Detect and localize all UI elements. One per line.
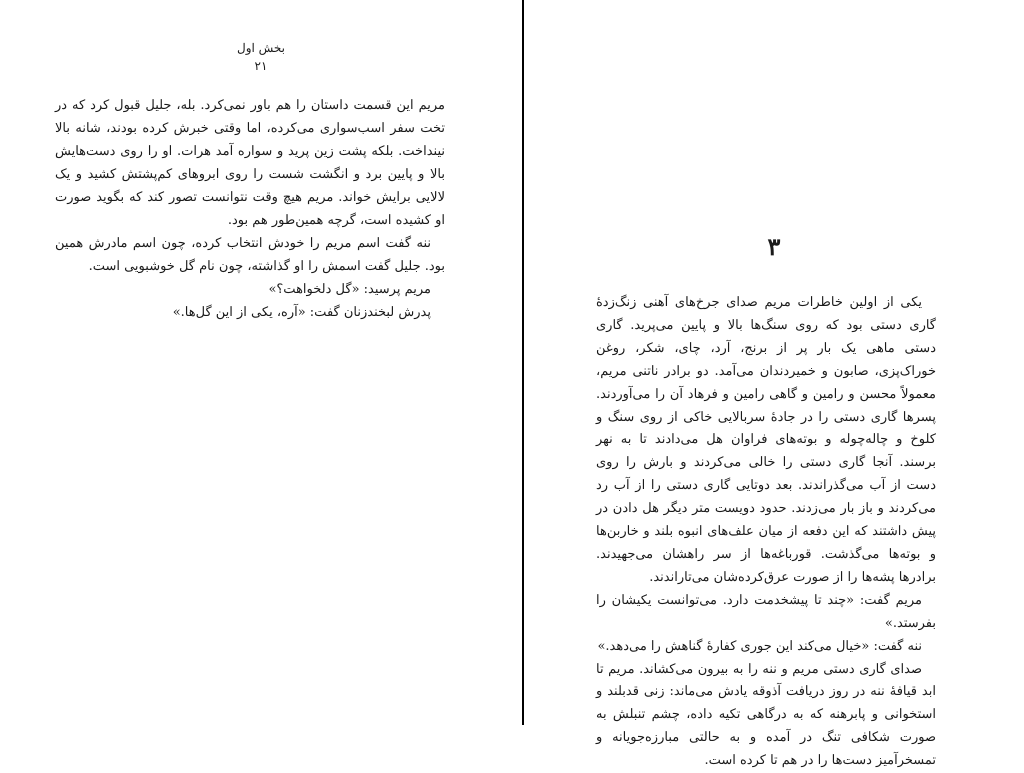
paragraph: یکی از اولین خاطرات مریم صدای جرخ‌های آهنی زنگ‌زدهٔ گاری دستی بود که روی سنگ‌ها بالا و پایین می‌پرید. گاری دستی ماهی یک بار پر از برنج، آرد، چای، شکر، روغن خوراک‌پزی، صابون و خمیردندان می‌آمد. دو برادر ناتنی مریم، معمولاً محسن و رامین و گاهی رامین و فرهاد آن را می‌آوردند. پسرها گاری دستی را در جادهٔ سربالایی خاکی از روی سنگ و کلوخ و چاله‌چوله و بوته‌های فراوان هل می‌دادند تا به نهر برسند. آنجا گاری دستی را خالی می‌کردند و بارش را روی دست از آب می‌گذراندند. بعد دوتایی گاری دستی را از آب رد می‌کردند و باز بار می‌زدند. حدود دویست متر دیگر هل دادن در پیش داشتند که این دفعه از میان علف‌های انبوه بلند و خاربن‌ها و بوته‌ها می‌گذشت. قورباغه‌ها از سر راهشان می‌جهیدند. برادرها پشه‌ها را از صورت عرق‌کرده‌شان می‌تاراندند. — [596, 292, 936, 590]
running-header: بخش اول — [0, 40, 522, 56]
page-number: ۲۱ — [0, 58, 522, 74]
paragraph: مریم گفت: «چند تا پیشخدمت دارد. می‌توانست یکیشان را بفرستد.» — [596, 590, 936, 636]
left-page — [0, 0, 522, 725]
paragraph: مریم پرسید: «گل دلخواهت؟» — [55, 278, 445, 301]
paragraph: ننه گفت: «خیال می‌کند این جوری کفارهٔ گناهش را می‌دهد.» — [596, 636, 936, 659]
right-page-body — [596, 292, 936, 773]
paragraph: مریم این قسمت داستان را هم باور نمی‌کرد. بله، جلیل قبول کرد که در تخت سفر اسب‌سواری می‌کرده، اما وقتی خبرش کرده بودند، شانه بالا نینداخت. بلکه پشت زین پرید و سواره آمد هرات. او را روی دست‌هایش بالا و پایین برد و انگشت شست را روی ابروهای کم‌پشتش کشید و یک لالایی برایش خواند. مریم هیچ وقت نتوانست تصور کند که بگوید صورت او کشیده است، گرچه همین‌طور هم بود. — [55, 94, 445, 232]
paragraph: ننه گفت اسم مریم را خودش انتخاب کرده، چون اسم مادرش همین بود. جلیل گفت اسمش را او گذاشته، چون نام گل خوشبویی است. — [55, 232, 445, 278]
chapter-number: ۳ — [524, 232, 1024, 262]
paragraph: صدای گاری دستی مریم و ننه را به بیرون می‌کشاند. مریم تا ابد قیافهٔ ننه در روز دریافت آذوقه یادش می‌ماند: زنی قدبلند و استخوانی و پابرهنه که به درگاهی تکیه داده، چشم تنبلش به صورت شکافی تنگ در آمده و به حالتی مبارزه‌جویانه و تمسخرآمیز دست‌ها را در هم تا کرده است. — [596, 659, 936, 773]
right-page — [524, 0, 1024, 725]
paragraph: پدرش لبخندزنان گفت: «آره، یکی از این گل‌ها.» — [55, 301, 445, 324]
left-page-body — [55, 94, 445, 324]
